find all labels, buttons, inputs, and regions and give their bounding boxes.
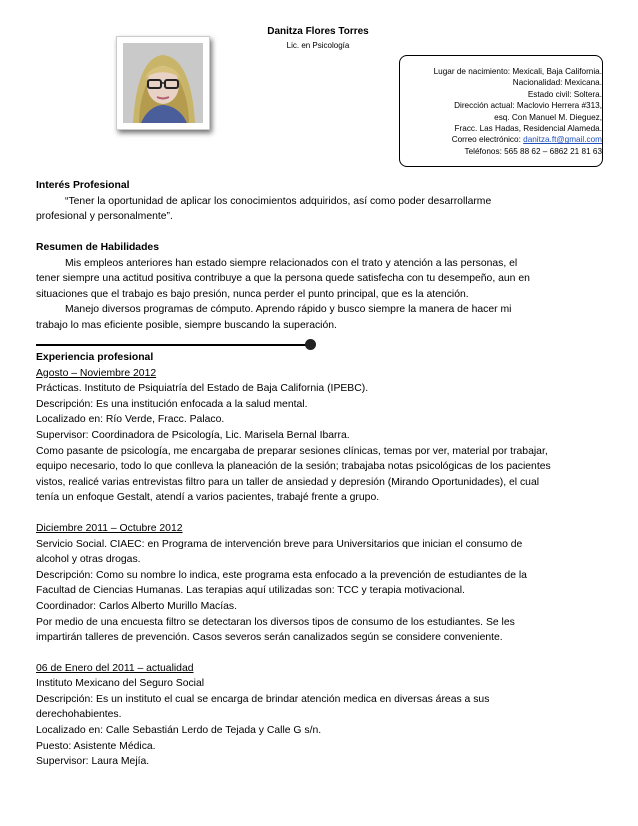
job-line: tenía un enfoque Gestalt, atendí a varios pacientes, trabajé frente a grupo. [36,492,380,504]
job-entry [36,521,601,646]
job-line: Como pasante de psicología, me encargaba de preparar sesiones clínicas, temas por ver, material por trabajar, [36,445,548,457]
candidate-degree: Lic. en Psicología [286,41,350,50]
job-line: Por medio de una encuesta filtro se detectaran los diversos tipos de consumo de los estudiantes. Se les [36,616,515,628]
job-period: Agosto – Noviembre 2012 [36,367,157,379]
profile-photo-frame [116,36,210,130]
interest-text-1: “Tener la oportunidad de aplicar los conocimientos adquiridos, así como poder desarrollarme [65,195,492,207]
interest-section [36,178,601,225]
contact-phones: Teléfonos: 565 88 62 – 6862 21 81 63 [464,146,602,156]
job-line: Descripción: Es un instituto el cual se encarga de brindar atención medica en diversas áreas a sus [36,693,490,705]
job-line: Supervisor: Laura Mejía. [36,756,150,768]
skills-line: situaciones que el trabajo es bajo presión, nunca perder el punto principal, que es la atención. [36,288,469,300]
job-entry [36,661,601,770]
job-line: Localizado en: Río Verde, Fracc. Palaco. [36,414,225,426]
job-line: derechohabientes. [36,709,122,721]
skills-section [36,240,601,334]
skills-line: trabajo lo mas eficiente posible, siempre buscando la superación. [36,319,337,331]
job-line: Supervisor: Coordinadora de Psicología, Lic. Marisela Bernal Ibarra. [36,429,350,441]
contact-email-label: Correo electrónico: [451,135,521,145]
job-line: vistos, realicé varias entrevistas filtro para un taller de ansiedad y depresión (Mirando Oportunidades), el cual [36,476,540,488]
job-line: alcohol y otras drogas. [36,554,141,566]
job-line: impartirán talleres de prevención. Casos severos serán canalizados según se considere conveniente. [36,632,503,644]
experience-heading: Experiencia profesional [36,352,154,363]
job-period: 06 de Enero del 2011 – actualidad [36,662,194,674]
job-entry [36,366,601,506]
job-line: Puesto: Asistente Médica. [36,740,156,752]
job-line: Prácticas. Instituto de Psiquiatría del Estado de Baja California (IPEBC). [36,383,369,395]
section-divider-dot [305,339,316,350]
candidate-name: Danitza Flores Torres [267,26,369,37]
contact-address-line2: esq. Con Manuel M. Dieguez, [494,112,602,122]
experience-section [36,350,601,770]
contact-address-line3: Fracc. Las Hadas, Residencial Alameda. [454,124,602,134]
interest-line-1 [36,194,601,210]
job-line: equipo necesario, todo lo que conlleva la planeación de la sesión; trabajaba notas psicológicas de los pacientes [36,461,551,473]
contact-birthplace: Lugar de nacimiento: Mexicali, Baja California. [433,67,602,76]
contact-email-row [392,134,602,145]
profile-photo [123,43,203,123]
section-divider-line [36,344,312,346]
job-line: Localizado en: Calle Sebastián Lerdo de Tejada y Calle G s/n. [36,725,322,737]
contact-email-link[interactable]: danitza.ft@gmail.com [523,135,602,145]
job-line: Descripción: Es una institución enfocada a la salud mental. [36,398,308,410]
skills-heading: Resumen de Habilidades [36,242,159,253]
job-line: Servicio Social. CIAEC: en Programa de intervención breve para Universitarios que inician el consumo de [36,538,523,550]
skills-line: Mis empleos anteriores han estado siempre relacionados con el trato y atención a las personas, el [65,257,518,269]
contact-address-line1: Dirección actual: Maclovio Herrera #313, [454,101,602,111]
profile-photo-illustration [123,43,203,123]
interest-line-2: profesional y personalmente”. [36,211,173,223]
job-line: Descripción: Como su nombre lo indica, este programa esta enfocado a la prevención de estudiantes de la [36,569,527,581]
interest-heading: Interés Profesional [36,180,130,191]
contact-marital-status: Estado civil: Soltera. [527,89,602,99]
skills-line: tener siempre una actitud positiva contribuye a que la persona quede satisfecha con tu desempeño, aun en [36,273,530,285]
job-line: Instituto Mexicano del Seguro Social [36,678,205,690]
contact-info [392,66,602,157]
job-line: Coordinador: Carlos Alberto Murillo Macías. [36,600,237,612]
job-line: Facultad de Ciencias Humanas. Las terapias aquí utilizadas son: TCC y terapia motivacional. [36,585,465,597]
skills-line: Manejo diversos programas de cómputo. Aprendo rápido y busco siempre la manera de hacer mi [65,304,512,316]
job-period: Diciembre 2011 – Octubre 2012 [36,522,183,534]
contact-nationality: Nacionalidad: Mexicana. [512,78,602,88]
